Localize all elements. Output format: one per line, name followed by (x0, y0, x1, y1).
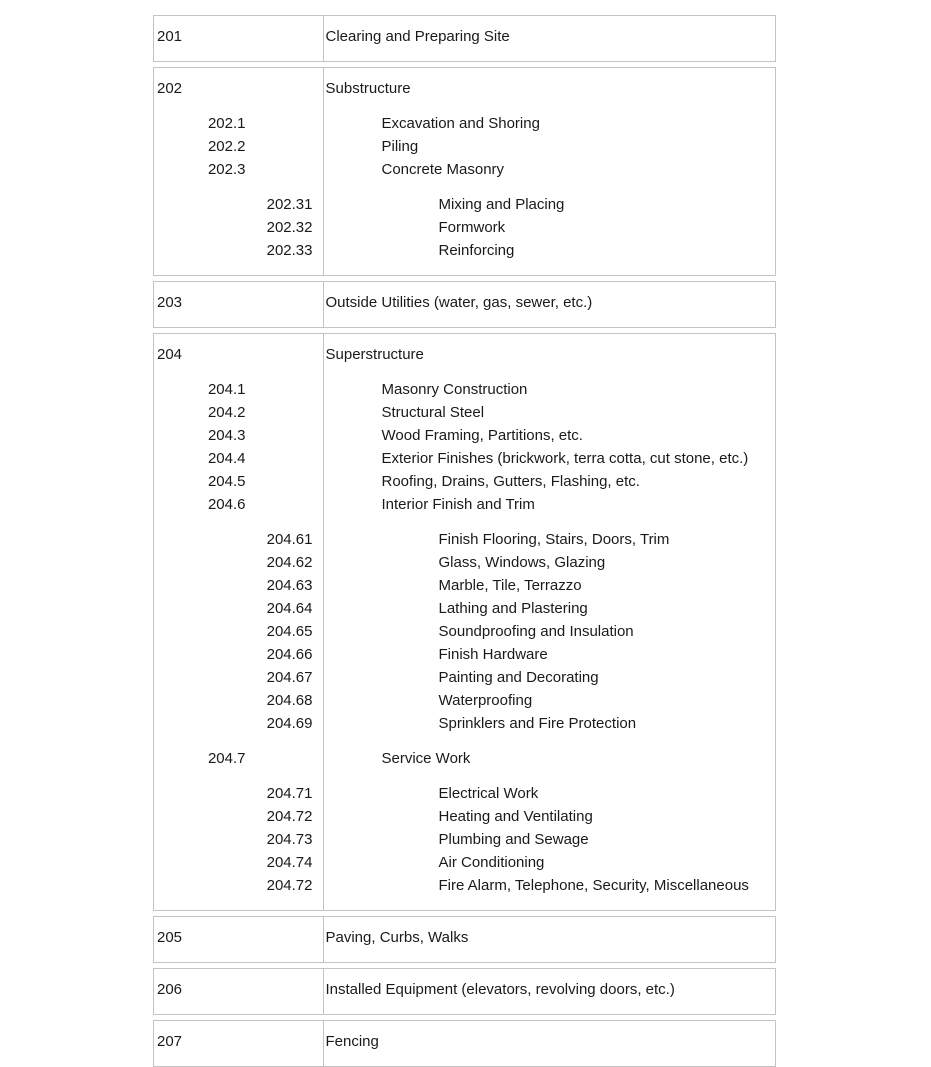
description-text: Lathing and Plastering (438, 600, 588, 617)
cell-description (323, 666, 775, 689)
cell-code (154, 25, 323, 48)
description-text: Soundproofing and Insulation (438, 623, 634, 640)
table-row (154, 926, 775, 949)
table-row (154, 666, 775, 689)
table-row (154, 158, 775, 181)
cell-code (154, 574, 323, 597)
cell-code (154, 528, 323, 551)
cell-description (323, 25, 775, 48)
cell-description (323, 447, 775, 470)
cell-description (323, 689, 775, 712)
code-value: 204.66 (266, 646, 313, 663)
description-text: Outside Utilities (water, gas, sewer, etc.) (325, 294, 593, 311)
description-text: Substructure (325, 80, 411, 97)
cell-description (323, 712, 775, 735)
table-row (154, 528, 775, 551)
row-vertical-spacer (154, 181, 775, 193)
table-row (154, 401, 775, 424)
description-text: Concrete Masonry (381, 161, 505, 178)
description-text: Roofing, Drains, Gutters, Flashing, etc. (381, 473, 640, 490)
row-top-padding (154, 282, 775, 291)
description-text: Air Conditioning (438, 854, 545, 871)
row-bottom-padding (154, 1001, 775, 1014)
cell-description (323, 470, 775, 493)
table-row (154, 574, 775, 597)
cell-spacer-code (154, 48, 323, 61)
table-row (154, 77, 775, 100)
cell-spacer-desc (323, 1001, 775, 1014)
cell-code (154, 470, 323, 493)
cell-spacer-code (154, 314, 323, 327)
cell-spacer-desc (323, 770, 775, 782)
cell-spacer-desc (323, 516, 775, 528)
cell-description (323, 216, 775, 239)
cell-description (323, 597, 775, 620)
code-group (153, 968, 776, 1015)
row-vertical-spacer (154, 516, 775, 528)
cell-spacer-code (154, 334, 323, 343)
table-row (154, 805, 775, 828)
code-value: 204.69 (266, 715, 313, 732)
cell-code (154, 216, 323, 239)
table-row (154, 25, 775, 48)
cell-description (323, 574, 775, 597)
cell-spacer-code (154, 282, 323, 291)
cell-spacer-desc (323, 282, 775, 291)
description-text: Finish Hardware (438, 646, 548, 663)
cell-spacer-code (154, 1053, 323, 1066)
cell-code (154, 620, 323, 643)
code-value: 202.31 (266, 196, 313, 213)
cell-description (323, 874, 775, 897)
code-value: 202.1 (207, 115, 246, 132)
row-bottom-padding (154, 1053, 775, 1066)
row-top-padding (154, 68, 775, 77)
cell-description (323, 551, 775, 574)
code-value: 204.63 (266, 577, 313, 594)
cell-description (323, 978, 775, 1001)
code-value: 201 (157, 28, 183, 45)
cell-spacer-code (154, 735, 323, 747)
row-vertical-spacer (154, 100, 775, 112)
row-top-padding (154, 969, 775, 978)
table-row (154, 216, 775, 239)
cell-description (323, 782, 775, 805)
cell-description (323, 424, 775, 447)
cell-description (323, 158, 775, 181)
cell-spacer-desc (323, 917, 775, 926)
cell-code (154, 747, 323, 770)
code-value: 202 (157, 80, 183, 97)
code-value: 202.2 (207, 138, 246, 155)
code-group (153, 15, 776, 62)
cell-spacer-desc (323, 334, 775, 343)
cell-spacer-code (154, 897, 323, 910)
row-bottom-padding (154, 314, 775, 327)
cell-description (323, 239, 775, 262)
cell-description (323, 828, 775, 851)
cell-code (154, 643, 323, 666)
description-text: Glass, Windows, Glazing (438, 554, 606, 571)
row-top-padding (154, 917, 775, 926)
description-text: Masonry Construction (381, 381, 528, 398)
table-row (154, 1030, 775, 1053)
cell-spacer-desc (323, 68, 775, 77)
table-row (154, 620, 775, 643)
cell-code (154, 77, 323, 100)
cell-description (323, 135, 775, 158)
cell-code (154, 193, 323, 216)
code-group (153, 281, 776, 328)
row-vertical-spacer (154, 366, 775, 378)
table-row (154, 112, 775, 135)
table-row (154, 689, 775, 712)
cell-description (323, 805, 775, 828)
code-value: 206 (157, 981, 183, 998)
cell-description (323, 620, 775, 643)
cell-spacer-code (154, 181, 323, 193)
cell-spacer-code (154, 770, 323, 782)
cell-code (154, 805, 323, 828)
code-value: 204.74 (266, 854, 313, 871)
code-group (153, 916, 776, 963)
code-value: 204.71 (266, 785, 313, 802)
table-row (154, 747, 775, 770)
table-row (154, 828, 775, 851)
cell-code (154, 378, 323, 401)
cell-spacer-desc (323, 1021, 775, 1030)
cell-description (323, 493, 775, 516)
cell-spacer-code (154, 969, 323, 978)
cost-code-table (153, 15, 931, 1067)
cell-description (323, 747, 775, 770)
cell-code (154, 291, 323, 314)
table-row (154, 135, 775, 158)
code-value: 205 (157, 929, 183, 946)
description-text: Fencing (325, 1033, 379, 1050)
table-row (154, 643, 775, 666)
description-text: Wood Framing, Partitions, etc. (381, 427, 583, 444)
row-bottom-padding (154, 48, 775, 61)
cell-spacer-desc (323, 16, 775, 25)
row-bottom-padding (154, 262, 775, 275)
table-row (154, 343, 775, 366)
table-row (154, 782, 775, 805)
table-row (154, 378, 775, 401)
cell-code (154, 424, 323, 447)
description-text: Structural Steel (381, 404, 485, 421)
cell-spacer-desc (323, 735, 775, 747)
cell-description (323, 1030, 775, 1053)
description-text: Fire Alarm, Telephone, Security, Miscellaneous (438, 877, 749, 894)
cell-spacer-code (154, 516, 323, 528)
description-text: Excavation and Shoring (381, 115, 540, 132)
cell-spacer-code (154, 68, 323, 77)
code-value: 202.32 (266, 219, 313, 236)
code-value: 204.62 (266, 554, 313, 571)
description-text: Electrical Work (438, 785, 539, 802)
cell-spacer-desc (323, 969, 775, 978)
cell-code (154, 551, 323, 574)
code-value: 204.1 (207, 381, 246, 398)
table-row (154, 447, 775, 470)
cell-description (323, 528, 775, 551)
description-text: Superstructure (325, 346, 424, 363)
cell-code (154, 1030, 323, 1053)
table-row (154, 493, 775, 516)
table-row (154, 470, 775, 493)
cell-code (154, 926, 323, 949)
code-value: 204.4 (207, 450, 246, 467)
cell-code (154, 874, 323, 897)
cell-spacer-desc (323, 366, 775, 378)
cell-spacer-desc (323, 48, 775, 61)
description-text: Clearing and Preparing Site (325, 28, 510, 45)
cell-code (154, 851, 323, 874)
table-row (154, 424, 775, 447)
row-bottom-padding (154, 949, 775, 962)
code-value: 204.72 (266, 877, 313, 894)
code-value: 204.3 (207, 427, 246, 444)
table-row (154, 874, 775, 897)
cell-spacer-code (154, 1021, 323, 1030)
cell-description (323, 112, 775, 135)
table-row (154, 978, 775, 1001)
description-text: Marble, Tile, Terrazzo (438, 577, 582, 594)
row-vertical-spacer (154, 735, 775, 747)
code-value: 204.6 (207, 496, 246, 513)
cell-description (323, 851, 775, 874)
code-value: 202.33 (266, 242, 313, 259)
code-value: 204.5 (207, 473, 246, 490)
description-text: Paving, Curbs, Walks (325, 929, 469, 946)
code-value: 204.64 (266, 600, 313, 617)
cell-code (154, 978, 323, 1001)
cell-code (154, 666, 323, 689)
cell-code (154, 689, 323, 712)
cell-code (154, 135, 323, 158)
description-text: Mixing and Placing (438, 196, 565, 213)
cell-spacer-code (154, 917, 323, 926)
cell-spacer-code (154, 16, 323, 25)
description-text: Interior Finish and Trim (381, 496, 535, 513)
cell-description (323, 193, 775, 216)
description-text: Plumbing and Sewage (438, 831, 589, 848)
cell-spacer-desc (323, 1053, 775, 1066)
code-value: 204.2 (207, 404, 246, 421)
cell-code (154, 712, 323, 735)
table-row (154, 712, 775, 735)
code-value: 204.65 (266, 623, 313, 640)
cell-spacer-code (154, 949, 323, 962)
table-row (154, 291, 775, 314)
cell-description (323, 643, 775, 666)
code-group (153, 67, 776, 276)
code-value: 204.72 (266, 808, 313, 825)
code-value: 204.7 (207, 750, 246, 767)
description-text: Exterior Finishes (brickwork, terra cotta, cut stone, etc.) (381, 450, 749, 467)
cell-spacer-desc (323, 181, 775, 193)
cell-description (323, 291, 775, 314)
code-group (153, 333, 776, 911)
code-group (153, 1020, 776, 1067)
cell-description (323, 77, 775, 100)
cell-spacer-code (154, 1001, 323, 1014)
table-row (154, 851, 775, 874)
table-row (154, 239, 775, 262)
cell-description (323, 343, 775, 366)
cell-code (154, 493, 323, 516)
row-bottom-padding (154, 897, 775, 910)
code-value: 202.3 (207, 161, 246, 178)
description-text: Piling (381, 138, 419, 155)
cell-code (154, 597, 323, 620)
cell-code (154, 112, 323, 135)
code-value: 204.61 (266, 531, 313, 548)
row-top-padding (154, 334, 775, 343)
cell-code (154, 401, 323, 424)
cell-description (323, 378, 775, 401)
cell-code (154, 343, 323, 366)
row-top-padding (154, 16, 775, 25)
code-value: 207 (157, 1033, 183, 1050)
cell-spacer-code (154, 100, 323, 112)
code-value: 203 (157, 294, 183, 311)
cell-spacer-desc (323, 897, 775, 910)
description-text: Finish Flooring, Stairs, Doors, Trim (438, 531, 670, 548)
cell-spacer-desc (323, 949, 775, 962)
cell-description (323, 926, 775, 949)
description-text: Heating and Ventilating (438, 808, 593, 825)
code-value: 204 (157, 346, 183, 363)
code-value: 204.68 (266, 692, 313, 709)
table-row (154, 597, 775, 620)
row-vertical-spacer (154, 770, 775, 782)
cell-spacer-desc (323, 100, 775, 112)
description-text: Installed Equipment (elevators, revolving doors, etc.) (325, 981, 675, 998)
cell-code (154, 239, 323, 262)
cell-description (323, 401, 775, 424)
description-text: Painting and Decorating (438, 669, 599, 686)
cell-code (154, 158, 323, 181)
cell-code (154, 828, 323, 851)
row-top-padding (154, 1021, 775, 1030)
description-text: Service Work (381, 750, 471, 767)
cell-spacer-desc (323, 262, 775, 275)
description-text: Reinforcing (438, 242, 515, 259)
description-text: Sprinklers and Fire Protection (438, 715, 637, 732)
cell-code (154, 447, 323, 470)
cell-spacer-code (154, 262, 323, 275)
description-text: Formwork (438, 219, 506, 236)
table-row (154, 551, 775, 574)
cell-spacer-desc (323, 314, 775, 327)
table-row (154, 193, 775, 216)
cell-code (154, 782, 323, 805)
cell-spacer-code (154, 366, 323, 378)
code-value: 204.67 (266, 669, 313, 686)
description-text: Waterproofing (438, 692, 533, 709)
code-value: 204.73 (266, 831, 313, 848)
